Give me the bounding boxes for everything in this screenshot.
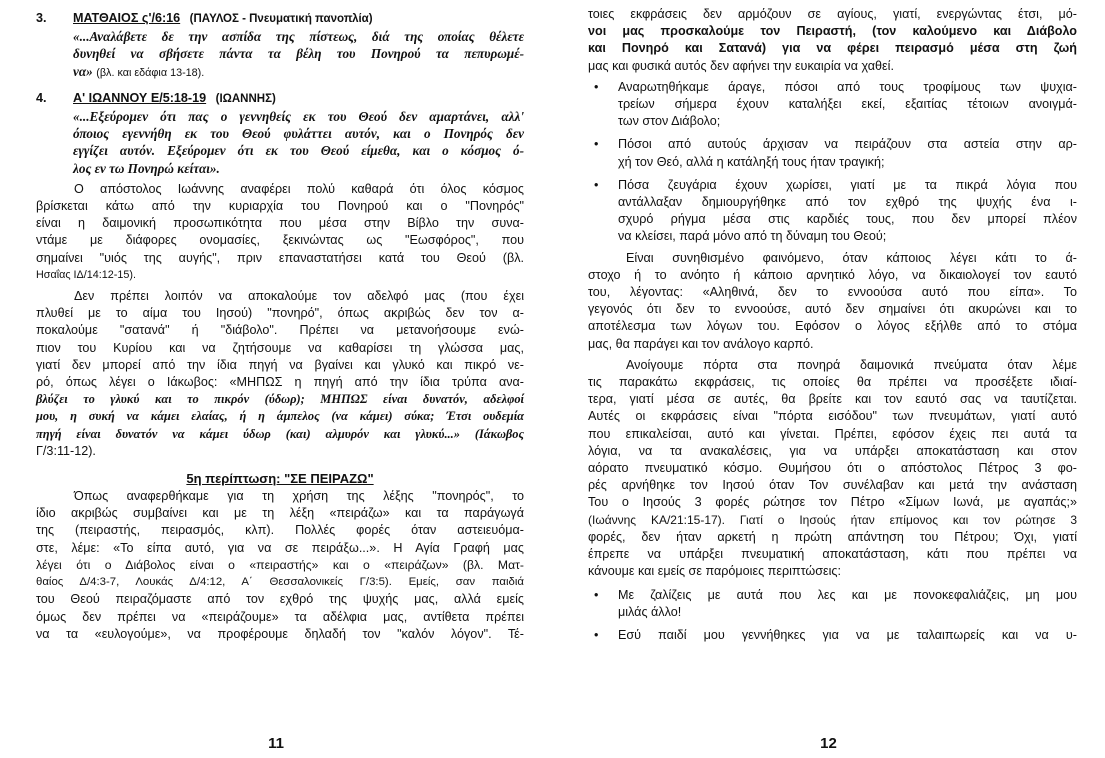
paragraph-evil-one: [36, 181, 524, 284]
text-line: Πόσοι από αυτούς άρχισαν να πειράζουν στα αστεία στην αρ-: [618, 137, 1077, 152]
scripture-author: (ΠΑΥΛΟΣ - Πνευματική πανοπλία): [189, 13, 373, 25]
text-line: μας, θα παράγει και τον ανάλογο καρπό.: [588, 336, 814, 351]
text-line: κάνουμε και εμείς σε παρόμοιες περιπτώσεις:: [588, 564, 841, 579]
text-line: Ησαΐας ΙΔ/14:12-15).: [36, 268, 136, 281]
text-line: τερα, γιατί μέσα σε αυτές, θα βρείτε και τον εαυτό σας να ταυτίζεται.: [588, 392, 1077, 407]
paragraph-open-door: [588, 357, 1077, 581]
bullet-item: [588, 627, 1077, 644]
text-line: γιατί δεν μπορεί από την ίδια πηγή να βγαίνει και γλυκό και πικρό νε-: [36, 357, 524, 372]
quote-reference: (βλ. και εδάφια 13-18).: [96, 66, 205, 79]
text-line: να κλείσει, παρά μόνο από τη δύναμη του Θεού;: [618, 229, 887, 244]
quote-line: «...Εξεύρομεν ότι πας ο γεννηθείς εκ του Θεού δεν αμαρτάνει, αλλ': [73, 109, 524, 125]
item-number: 3.: [36, 11, 47, 25]
scripture-reference: ΜΑΤΘΑΙΟΣ ς'/6:16: [73, 11, 181, 25]
text-line: μιλάς άλλο!: [618, 604, 682, 619]
quote-line: όποιος εγεννήθη εκ του Θεού φυλάττει αυτόν, και ο Πονηρός δεν: [73, 126, 524, 142]
text-line: πλυθεί με το αίμα του Ιησού) "πονηρό", όπως ακριβώς δεν τον α-: [36, 306, 524, 321]
text-line: πιον του Κυρίου και να ζητήσουμε να καθαρίσει τη γλώσσα μας,: [36, 340, 524, 355]
text-line: χή τον Θεό, αλλά η κατάληξή τους ήταν τραγική;: [618, 154, 885, 169]
text-line: βρίσκεται κάτω από την κυριαρχία του Πονηρού και ο "Πονηρός": [36, 199, 524, 214]
text-line: λέγει ότι ο Διάβολος είναι ο «πειραστής» και ο «πειράζων» (βλ. Ματ-: [36, 557, 524, 572]
text-line: σημαίνει "υιός της αυγής", πριν επαναστατήσει κατά του Θεού (βλ.: [36, 250, 524, 265]
text-line: ρό, όπως λέγει ο Ιάκωβος: «ΜΗΠΩΣ η πηγή από την ίδια τρύπα ανα-: [36, 375, 524, 390]
text-line: Με ζαλίζεις με αυτά που λες και με πονοκεφαλιάζεις, μη μου: [618, 587, 1077, 602]
text-line: νοι μας προσκαλούμε τον Πειραστή, (τον καλούμενο και Διάβολο: [588, 24, 1077, 39]
text-line: είναι η δαιμονική προσωπικότητα που μέσα στην Βίβλο την συνα-: [36, 216, 524, 231]
text-line: φορές, δεν ήταν αρκετή η πρώτη απάντηση του Πέτρου; Όχι, γιατί: [588, 529, 1077, 544]
scripture-item-4: [36, 90, 524, 108]
paragraph-tempt: [36, 488, 524, 643]
text-line: τις παρακάτω εκφράσεις, τις οποίες θα πρέπει να προσέξετε ιδιαί-: [588, 375, 1077, 390]
text-line: βλύζει το γλυκύ και το πικρόν (ύδωρ); ΜΗΠΩΣ είναι δυνατόν, αδελφοί: [36, 392, 524, 407]
bullet-item: [588, 79, 1077, 131]
text-line: τρείων σήμερα έχουν καταλήξει εκεί, εξαιτίας τέτοιων ανοιγμά-: [618, 97, 1077, 112]
text-line: αόρατο πνευματικό κόσμο. Θυμήσου ότι ο απόστολος Πέτρος 3 φο-: [588, 461, 1077, 476]
right-page: [552, 0, 1105, 758]
text-line: ντάμε με διάφορες ονομασίες, ξεκινώντας ως "Εωσφόρος", που: [36, 233, 524, 248]
text-line: Ο απόστολος Ιωάννης αναφέρει πολύ καθαρά ότι όλος κόσμος: [74, 181, 524, 196]
bullet-icon: •: [594, 137, 599, 152]
text-line: Ανοίγουμε πόρτα στα πονηρά δαιμονικά πνεύματα όταν λέμε: [626, 357, 1077, 372]
text-line: Δεν πρέπει λοιπόν να αποκαλούμε τον αδελφό μας (που έχει: [74, 289, 524, 304]
paragraph-continuation: [588, 6, 1077, 75]
text-line: μου, η συκή να κάμει ελαίας, ή η άμπελος (να κάμει) σύκα; Έτσι ουδεμία: [36, 409, 524, 424]
text-line: τοιες εκφράσεις δεν αρμόζουν σε αγίους, γιατί, ενεργώντας έτσι, μό-: [588, 7, 1077, 21]
text-line: (Ιωάννης ΚΑ/21:15-17). Γιατί ο Ιησούς ήταν επίμονος και τον ρώτησε 3: [588, 512, 1077, 527]
text-line: έπρεπε να υπάρξει πνευματική αποκατάσταση, κάτι που πρέπει να: [588, 547, 1077, 562]
scripture-item-3: [36, 10, 524, 28]
text-line: Αυτές οι εκφράσεις είναι "πόρτα εισόδου" των πνευμάτων, γιατί αυτό: [588, 409, 1077, 424]
bullet-icon: •: [594, 587, 599, 602]
item-number: 4.: [36, 90, 47, 105]
quote-line: να»: [73, 63, 93, 79]
scripture-reference: Α' ΙΩΑΝΝΟΥ Ε/5:18-19: [73, 90, 207, 105]
text-line: Είναι συνηθισμένο φαινόμενο, όταν κάποιος λέγει κάτι το ά-: [626, 250, 1077, 265]
text-line: πηγή είναι δυνατόν να κάμει ύδωρ (και) αλμυρόν και γλυκύ...» (Ιάκωβος: [36, 426, 524, 441]
text-line: ποκαλούμε "σατανά" ή "διάβολο". Πρέπει να μετανοήσουμε ενώ-: [36, 323, 524, 338]
text-line: ρές αρνήθηκε τον Ιησού όταν Τον συνέλαβαν και μετά την ανάσταση: [588, 478, 1077, 493]
text-line: Όπως αναφερθήκαμε για τη χρήση της λέξης "πονηρός", το: [74, 489, 524, 504]
section-heading: 5η περίπτωση: "ΣΕ ΠΕΙΡΑΖΩ": [186, 471, 374, 487]
quote-line: λος εν τω Πονηρώ κείται».: [73, 160, 220, 176]
text-line: στοχο ή το ανόητο ή κάποιο αρνητικό λόγο, να δικαιολογεί τον εαυτό: [588, 267, 1077, 282]
text-line: λόγια, να τα ανακαλέσεις, για να υπάρξει αποκατάσταση και στον: [588, 443, 1077, 458]
text-line: του, λέγοντας: «Αληθινά, δεν το εννοούσα αυτό που είπα». Το: [588, 285, 1077, 300]
quote-block-4: [73, 108, 524, 177]
text-line: που επικαλείσαι, αυτό και γίνεται. Πρέπει, εφόσον έχεις πει αυτά τα: [588, 426, 1077, 441]
bullet-item: [588, 177, 1077, 246]
text-line: Του ο Ιησούς 3 φορές ρώτησε τον Πέτρο «Σίμων Ιωνά, με αγαπάς;»: [588, 495, 1077, 510]
quote-line: εγγίζει αυτόν. Εξεύρομεν ότι εκ του Θεού είμεθα, και ο κόσμος ό-: [73, 143, 524, 159]
bullet-list-expressions: [588, 587, 1077, 645]
left-page: [0, 0, 552, 758]
bullet-icon: •: [594, 627, 599, 642]
text-line: να τα «ευλογούμε», να προφέρουμε δηλαδή τον "καλόν λόγον". Τέ-: [36, 626, 524, 641]
text-line: Εσύ παιδί μου γεννήθηκες για να με ταλαιπωρείς και να υ-: [618, 627, 1077, 642]
page-number: 12: [820, 735, 837, 752]
text-line: σχυρό ρήγμα μέσα στις καρδιές τους, που δεν μπορεί πλέον: [618, 212, 1077, 227]
text-line: των στον Διάβολο;: [618, 114, 721, 129]
text-line: Πόσα ζευγάρια έχουν χωρίσει, γιατί με τα πικρά λόγια που: [618, 177, 1077, 192]
scripture-author: (ΙΩΑΝΝΗΣ): [215, 92, 276, 105]
text-line: Γ/3:11-12).: [36, 443, 96, 458]
bullet-item: [588, 136, 1077, 170]
quote-block-3: [73, 28, 524, 82]
text-line: γεγονός ότι δεν το εννοούσε, αυτό δεν σημαίνει ότι ακυρώνει και το: [588, 302, 1077, 317]
text-line: του Θεού πειραζόμαστε από τον εχθρό της ψυχής μας, αλλά εμείς: [36, 592, 524, 607]
text-line: μας και φυσικά αυτός δεν αφήνει την ευκαιρία να χαθεί.: [588, 58, 894, 73]
quote-line: «...Αναλάβετε δε την ασπίδα της πίστεως, διά της οποίας θέλετε: [73, 29, 524, 45]
quote-line: δυνηθεί να σβήσετε πάντα τα βέλη του Πονηρού τα πεπυρωμέ-: [73, 46, 524, 62]
page-number: 11: [268, 735, 284, 752]
text-line: ίδιο ακριβώς συμβαίνει και με τη λέξη «πειράζω» και τα παράγωγά: [36, 506, 524, 521]
text-line: της (πειραστής, πειρασμός, κλπ). Πολλές φορές όταν αστειευόμα-: [36, 523, 524, 538]
bullet-icon: •: [594, 79, 599, 94]
text-line: αποτέλεσμα των λόγων του. Εφόσον ο λόγος εξήλθε από το στόμα: [588, 319, 1077, 334]
text-line: και Πονηρό και Σατανά) για να φέρει πειρασμό μέσα στη ζωή: [588, 41, 1077, 56]
text-line: θαίος Δ/4:3-7, Λουκάς Δ/4:12, Α΄ Θεσσαλονικείς Γ/3:5). Εμείς, σαν παιδιά: [36, 576, 524, 589]
text-line: αντάλλαξαν δημιουργήθηκε από τον εχθρό της ψυχής ένα ι-: [618, 195, 1077, 210]
paragraph-brother: [36, 288, 524, 460]
text-line: Αναρωτηθήκαμε άραγε, πόσοι από τους τροφίμους των ψυχια-: [618, 79, 1077, 94]
bullet-icon: •: [594, 177, 599, 192]
paragraph-common-phenomenon: [588, 250, 1077, 353]
text-line: όμως δεν πρέπει να «πειράζουμε» τα αδέλφια μας, αντίθετα πρέπει: [36, 609, 524, 624]
bullet-list-questions: [588, 79, 1077, 246]
bullet-item: [588, 587, 1077, 621]
text-line: στε, λέμε: «Το είπα αυτό, για να σε πειράξω...». Η Αγία Γραφή μας: [36, 540, 524, 555]
